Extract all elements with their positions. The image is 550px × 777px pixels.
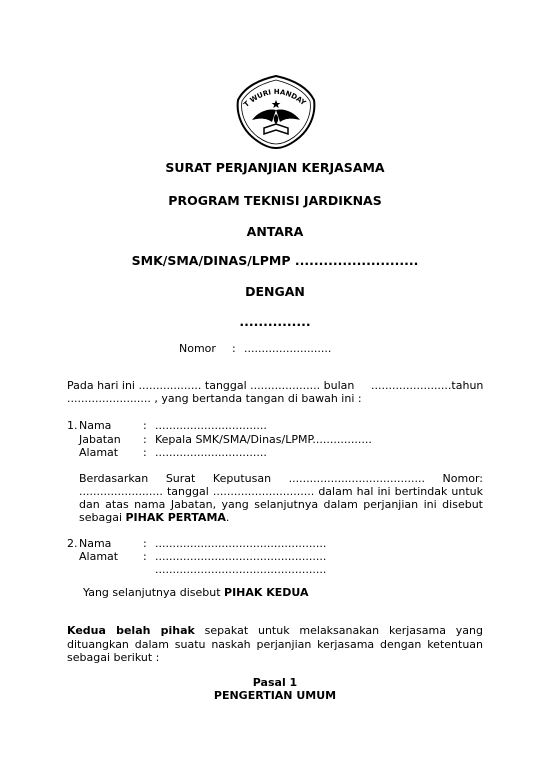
party1-desc-line-4 <box>79 511 229 524</box>
party2-nama-colon: : <box>143 537 147 550</box>
party2-desc-pre: Yang selanjutnya disebut <box>83 586 225 599</box>
party1-nama-value: ................................ <box>155 419 267 432</box>
party1-number: 1. <box>67 419 78 432</box>
title-line-1: SURAT PERJANJIAN KERJASAMA <box>165 160 385 175</box>
intro-line-1b: .......................tahun <box>371 379 484 392</box>
title-line-6: ............... <box>239 314 311 329</box>
pihak-kedua-label: PIHAK KEDUA <box>224 586 309 599</box>
intro-line-1a: Pada hari ini .................. tanggal .................... bulan <box>67 379 355 392</box>
kedua-belah-pihak-label: Kedua belah pihak <box>67 624 195 637</box>
pasal-subtitle: PENGERTIAN UMUM <box>213 689 337 702</box>
agreement-line-1-rest: sepakat untuk melaksanakan kerjasama yang <box>194 624 483 637</box>
title-line-5: DENGAN <box>245 284 305 299</box>
nomor-label: Nomor <box>179 342 216 355</box>
party2-nama-label: Nama <box>79 537 112 550</box>
party2-alamat-value: ................................................. <box>155 550 327 563</box>
party2-alamat-colon: : <box>143 550 147 563</box>
nomor-value: ......................... <box>244 342 332 355</box>
nomor-colon: : <box>232 342 236 355</box>
party1-jabatan-colon: : <box>143 433 147 446</box>
agreement-line-3: sebagai berikut : <box>67 651 160 664</box>
party1-jabatan-label: Jabatan <box>79 433 121 446</box>
svg-text:TUT WURI HANDAYANI: T WURI HANDAY <box>242 87 307 109</box>
party1-desc-line-4-post: . <box>225 511 230 524</box>
party2-nama-value: ................................................. <box>155 537 327 550</box>
title-line-4: SMK/SMA/DINAS/LPMP .......................... <box>131 253 419 268</box>
intro-line-2: ........................ , yang bertanda tangan di bawah ini : <box>67 392 362 405</box>
pasal-title: Pasal 1 <box>252 676 298 689</box>
title-line-3: ANTARA <box>246 224 304 239</box>
party1-nama-label: Nama <box>79 419 112 432</box>
party2-desc <box>83 586 309 599</box>
party1-desc-line-1: Berdasarkan Surat Keputusan ....................................... Nomor: <box>79 472 483 485</box>
party1-alamat-colon: : <box>143 446 147 459</box>
party1-alamat-value: ................................ <box>155 446 267 459</box>
party1-desc-line-4-pre: sebagai <box>79 511 126 524</box>
party1-desc-line-2: ........................ tanggal ............................. dalam hal ini bertindak untuk <box>79 485 483 498</box>
party2-alamat-label: Alamat <box>79 550 119 563</box>
party2-number: 2. <box>67 537 78 550</box>
party1-desc-line-3: dan atas nama Jabatan, yang selanjutnya dalam perjanjian ini disebut <box>79 498 483 511</box>
party2-alamat-value-2: ................................................. <box>155 563 327 576</box>
agreement-line-2: dituangkan dalam suatu naskah perjanjian kerjasama dengan ketentuan <box>67 638 483 651</box>
pihak-pertama-label: PIHAK PERTAMA <box>125 511 226 524</box>
party1-nama-colon: : <box>143 419 147 432</box>
title-line-2: PROGRAM TEKNISI JARDIKNAS <box>168 193 382 208</box>
agreement-line-1 <box>67 624 483 637</box>
party1-jabatan-value: Kepala SMK/SMA/Dinas/LPMP................. <box>155 433 372 446</box>
tut-wuri-handayani-logo <box>234 74 318 150</box>
party1-alamat-label: Alamat <box>79 446 119 459</box>
